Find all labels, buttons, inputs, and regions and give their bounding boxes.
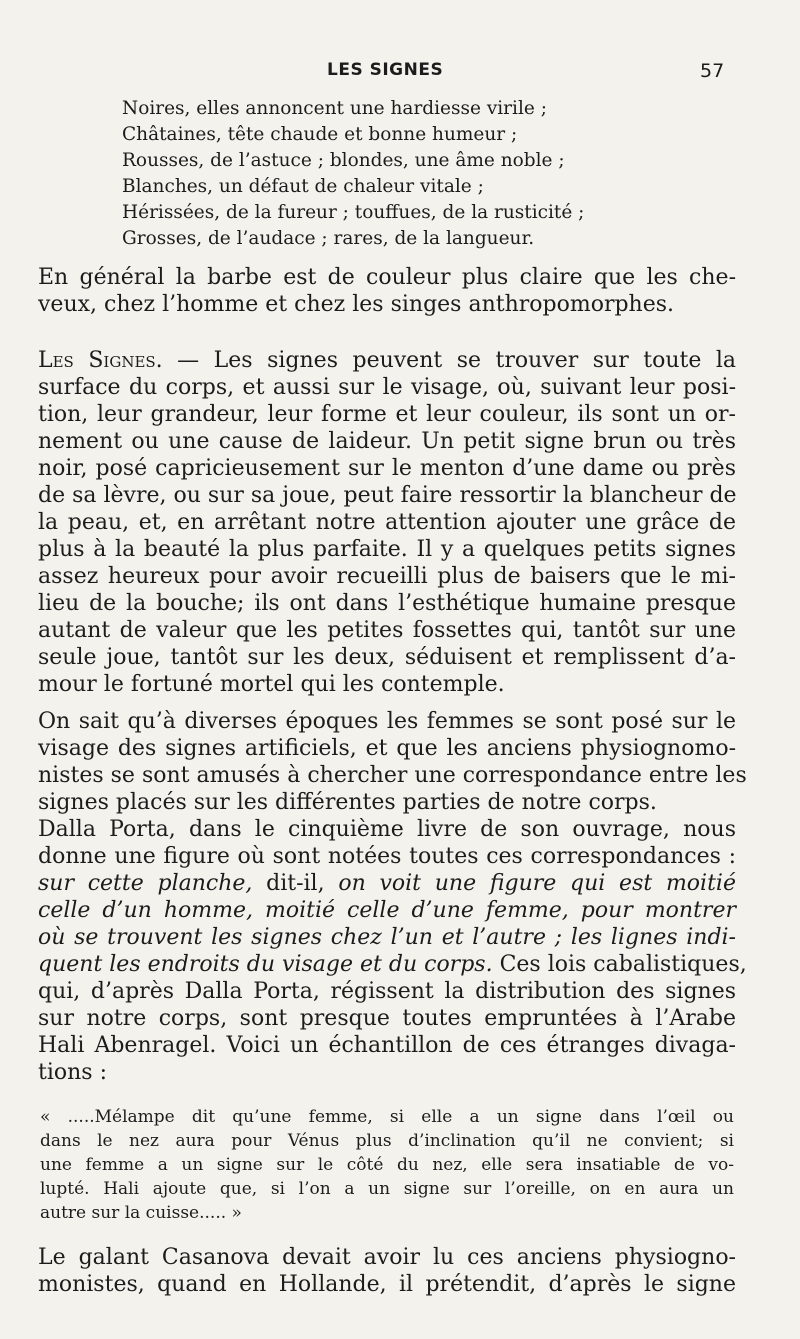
italic-span: sur cette planche, [38, 871, 253, 896]
text-line: la peau, et, en arrêtant notre attention ajouter une grâce de [38, 510, 736, 535]
text-line: veux, chez l’homme et chez les singes anthropomorphes. [38, 292, 675, 317]
text-line [38, 897, 736, 924]
text-line: sur notre corps, sont presque toutes empruntées à l’Arabe [38, 1006, 736, 1031]
text-line: nistes se sont amusés à chercher une correspondance entre les [38, 763, 747, 788]
text-line: nement ou une cause de laideur. Un petit signe brun ou très [38, 429, 736, 454]
quote-line: dans le nez aura pour Vénus plus d’inclination qu’il ne convient; si [40, 1131, 734, 1151]
paragraph-dalla-porta [38, 816, 747, 1086]
quote-line: autre sur la cuisse..... » [40, 1203, 242, 1223]
block-quote [40, 1105, 734, 1225]
text-line [38, 870, 736, 897]
text-line: signes placés sur les différentes parties de notre corps. [38, 790, 657, 815]
verse-line: Rousses, de l’astuce ; blondes, une âme noble ; [122, 150, 565, 171]
section-heading: Les Signes. [38, 348, 163, 373]
text-line: qui, d’après Dalla Porta, régissent la distribution des signes [38, 979, 736, 1004]
text-line: mour le fortuné mortel qui les contemple. [38, 672, 505, 697]
paragraph-casanova [38, 1244, 736, 1298]
text-line: On sait qu’à diverses époques les femmes se sont posé sur le [38, 709, 736, 734]
text-line: lieu de la bouche; ils ont dans l’esthétique humaine presque [38, 591, 736, 616]
page-header [0, 58, 800, 84]
text-line: visage des signes artificiels, et que les anciens physiognomo- [38, 736, 736, 761]
text-line: tions : [38, 1060, 107, 1085]
paragraph-beard [38, 264, 736, 318]
text-line [38, 347, 736, 374]
running-head: LES SIGNES [327, 60, 444, 80]
text-line: En général la barbe est de couleur plus claire que les che- [38, 265, 736, 290]
text-line [38, 924, 736, 951]
italic-span: celle d’un homme, moitié celle d’une femme, pour montrer [38, 898, 736, 923]
italic-span: quent les endroits du visage et du corps. [38, 952, 493, 977]
text-line: Dalla Porta, dans le cinquième livre de son ouvrage, nous [38, 817, 736, 842]
text-line [38, 951, 747, 978]
text-span: Ces lois cabalistiques, [492, 952, 747, 977]
quote-line: lupté. Hali ajoute que, si l’on a un signe sur l’oreille, on en aura un [40, 1179, 734, 1199]
text-line: tion, leur grandeur, leur forme et leur couleur, ils sont un or- [38, 402, 736, 427]
text-line: autant de valeur que les petites fossettes qui, tantôt sur une [38, 618, 736, 643]
page-number: 57 [700, 60, 725, 82]
quote-line: « .....Mélampe dit qu’une femme, si elle a un signe dans l’œil ou [40, 1107, 734, 1127]
text-span: dit-il, [252, 871, 339, 896]
italic-span: on voit une figure qui est moitié [338, 871, 736, 896]
italic-span: où se trouvent les signes chez l’un et l’autre ; les lignes indi- [38, 925, 736, 950]
text-line: de sa lèvre, ou sur sa joue, peut faire ressortir la blancheur de [38, 483, 737, 508]
quote-line: une femme a un signe sur le côté du nez, elle sera insatiable de vo- [40, 1155, 734, 1175]
text-line: seule joue, tantôt sur les deux, séduisent et remplissent d’a- [38, 645, 736, 670]
text-line: donne une figure où sont notées toutes ces correspondances : [38, 844, 736, 869]
text-span: — Les signes peuvent se trouver sur toute la [162, 348, 737, 373]
text-line: surface du corps, et aussi sur le visage, où, suivant leur posi- [38, 375, 736, 400]
text-line: noir, posé capricieusement sur le menton d’une dame ou près [38, 456, 736, 481]
text-line: Hali Abenragel. Voici un échantillon de ces étranges divaga- [38, 1033, 736, 1058]
text-line: assez heureux pour avoir recueilli plus de baisers que le mi- [38, 564, 736, 589]
verse-block [122, 96, 742, 252]
verse-line: Châtaines, tête chaude et bonne humeur ; [122, 124, 518, 145]
paragraph-artificial-signs [38, 708, 747, 816]
verse-line: Grosses, de l’audace ; rares, de la langueur. [122, 228, 535, 249]
paragraph-signes [38, 347, 736, 698]
text-line: monistes, quand en Hollande, il prétendit, d’après le signe [38, 1272, 736, 1297]
text-line: plus à la beauté la plus parfaite. Il y a quelques petits signes [38, 537, 736, 562]
verse-line: Hérissées, de la fureur ; touffues, de la rusticité ; [122, 202, 585, 223]
verse-line: Noires, elles annoncent une hardiesse virile ; [122, 98, 547, 119]
text-line: Le galant Casanova devait avoir lu ces anciens physiogno- [38, 1245, 736, 1270]
verse-line: Blanches, un défaut de chaleur vitale ; [122, 176, 484, 197]
